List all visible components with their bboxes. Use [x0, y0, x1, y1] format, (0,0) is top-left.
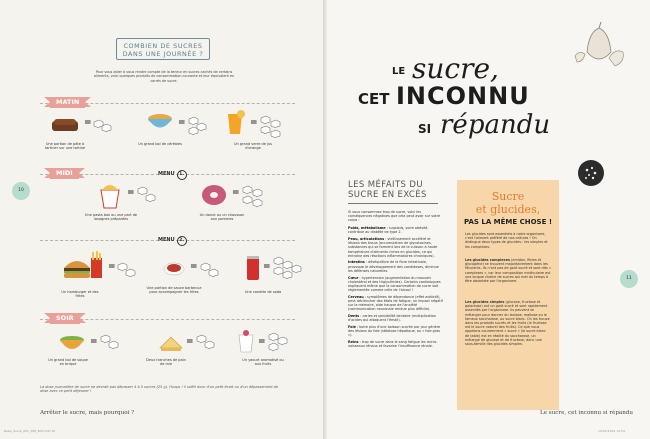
sugar-cube-icon: [108, 340, 119, 349]
headline-si: SI: [418, 122, 432, 136]
sugar-cube-icon: [252, 188, 263, 197]
section-ribbon-midi: MIDI: [50, 168, 79, 179]
effect-item: Cœur : hypertension (augmentation du mauvais cholestérol et des triglycérides). Certains cardiologues expliquent même que la consommation de sucre soit réglementée comme celle de l'alcool !: [348, 275, 441, 293]
sidebar-paragraph: Les glucides sont essentiels à notre organisme, c'est l'aliment préféré de nos cellules ! On distingue deux types de glucides : les simples et les complexes.: [465, 232, 548, 249]
headline-le: LE: [392, 66, 406, 77]
menu-1-label: MENU 1.: [158, 170, 187, 180]
page-number: 11: [620, 270, 638, 288]
equals-sign: =: [108, 262, 116, 272]
pasta-box-icon: [96, 180, 124, 210]
food-caption: Une pasta box ou une part de lasagnes préparées: [84, 213, 138, 222]
equals-sign: =: [186, 337, 194, 347]
title-line-1: COMBIEN DE SUCRES: [123, 42, 203, 50]
sidebar-title-3: PAS LA MÊME CHOSE !: [463, 218, 553, 226]
donut-icon: [200, 183, 228, 207]
effect-item: Poids, métabolisme : surpoids, voire obésité, contribue au diabète de type 2.: [348, 226, 429, 235]
sugar-cube-icon: [145, 193, 156, 202]
food-caption: Une canette de soda: [244, 290, 282, 294]
food-caption: Un grand bol de céréales: [138, 142, 182, 146]
running-header: Bebe_Sucre_001_188_BAT.indd 10: [4, 429, 56, 433]
food-caption: Un grand bol de soupe en brique: [48, 358, 88, 367]
sidebar-title-1: Sucre: [491, 190, 525, 203]
equals-sign: =: [250, 118, 258, 128]
page-footer: Le sucre, cet inconnu si répandu: [540, 410, 634, 416]
headline-sucre: sucre,: [412, 52, 499, 85]
equals-sign: =: [90, 337, 98, 347]
effects-list: [348, 226, 443, 349]
page-number: 10: [12, 182, 30, 200]
page-title-box: [116, 38, 210, 60]
cereal-bowl-icon: [146, 110, 174, 134]
sugar-cube-icon: [268, 342, 279, 351]
bread-slices-icon: [158, 334, 184, 354]
running-date: 10/01/2019 14:54: [598, 429, 625, 433]
equals-sign: =: [84, 118, 92, 128]
column-title: LES MÉFAITS DU SUCRE EN EXCÈS: [348, 180, 427, 200]
soda-can-icon: [246, 254, 260, 282]
effect-item: Reins : trop de sucre dans le sang fatigue les micro-vaisseaux rénaux et favorise l'insuffisance rénale.: [348, 340, 438, 349]
food-caption: Une portion de pâte à tartiner sur une tartine: [44, 142, 86, 151]
section-ribbon-soir: SOIR: [50, 313, 80, 324]
food-caption: Un yaourt aromatisé ou aux fruits: [242, 358, 284, 367]
hamburger-fries-icon: [62, 250, 106, 284]
title-line-2: DANS UNE JOURNÉE ?: [122, 50, 204, 58]
intro-text: Pour vous aider à vous rendre compte de la teneur en sucres cachés de certains aliments, voici quelques produits de consommation courante et leur équivalent en carrés de sucre.: [93, 70, 235, 83]
sidebar-paragraph: Les glucides complexes (amidon, fibres et glycogène) se trouvent majoritairement dans les féculents. Ils n'ont pas de goût sucré et sont dits « complexes », car leur composition moléculaire est une longue chaîne de sucres qui met du temps à être absorbée par l'organisme.: [465, 258, 551, 284]
section-ribbon-matin: MATIN: [50, 97, 85, 108]
spices-badge-icon: [578, 160, 604, 186]
sugar-cube-icon: [208, 268, 219, 277]
equals-sign: =: [127, 188, 135, 198]
sidebar-title-2: et glucides,: [475, 203, 541, 216]
equals-sign: =: [258, 337, 266, 347]
garlic-illustration: [569, 22, 629, 72]
equals-sign: =: [232, 188, 240, 198]
page-footer: Arrêter le sucre, mais pourquoi ?: [40, 410, 135, 416]
soup-bowl-icon: [58, 334, 86, 354]
bbq-sauce-icon: [162, 260, 186, 278]
effect-item: Cerveau : symptômes de dépendance (effet addictif), peut déclencher des états de fatigue, un impact négatif sur la mémoire, aide hausse de l'anxiété (communication neuronale rendue plus difficile).: [348, 294, 443, 312]
equals-sign: =: [178, 118, 186, 128]
sugar-cube-icon: [125, 268, 136, 277]
effect-item: Foie : boire plus d'une boisson sucrée par jour génère des lésions du foie (stéatose hépatique, ou « foie gras »).: [348, 325, 441, 338]
sugar-cube-icon: [204, 340, 215, 349]
food-caption: Un donut ou un chausson aux pommes: [199, 213, 245, 222]
sugar-cube-icon: [188, 126, 199, 135]
spices-icon: [578, 160, 604, 186]
food-caption: Une portion de sauce barbecue pour accompagner les frites: [146, 286, 202, 295]
menu-2-label: MENU 2.: [158, 236, 187, 246]
equals-sign: =: [190, 262, 198, 272]
column-intro: Si vous consommez trop de sucre, voici les conséquences négatives que cela peut avoir sur votre corps :: [348, 210, 441, 223]
food-caption: Deux tranches de pain de mie: [146, 358, 186, 367]
effect-item: Intestins : déséquilibre de la flore intestinale, provoque le développement des candidoses, diminue les défenses naturelles.: [348, 260, 439, 273]
sidebar-paragraph: Les glucides simples (glucose, fructose et galactose) ont un goût sucré et sont rapidement assimilés par l'organisme. Ils peuvent se mélanger pour donner du lactose, maltose ou le fameux saccharose, ou sucre blanc. On les trouve dans les produits sucrés et les fruits (le fructose est le sucre naturel des fruits). Ce que nous appelons couramment « sucre » (le sucre blanc de table) est en réalité du saccharose, un mélange de glucose et de fructose, donc une sous-famille des glucides simples.: [465, 300, 550, 347]
headline-repandu: répandu: [440, 110, 551, 140]
sidebar-box: [457, 180, 559, 410]
spread-toast-icon: [50, 116, 80, 134]
daily-dose-note: La dose journalière de sucre ne devrait pas dépasser 4 à 5 sucres (25 g). Hoops ! il suffit donc d'un petit écart ou d'un dépassement de dose avec ce petit déjeuner !: [40, 385, 279, 394]
effect-item: Dents : caries et sensibilité dentaire (multiplication d'acides qui attaquent l'émail).: [348, 314, 437, 323]
column-title-rule: [348, 203, 438, 204]
headline-cet: CET: [358, 90, 390, 108]
sugar-cube-icon: [101, 123, 112, 132]
food-caption: Un grand verre de jus d'orange: [234, 142, 272, 151]
sugar-cube-icon: [252, 198, 263, 207]
food-caption: Un hamburger et des frites: [61, 290, 99, 299]
yogurt-icon: [236, 330, 256, 354]
sugar-cube-icon: [270, 129, 281, 138]
sugar-cube-icon: [270, 119, 281, 128]
headline-inconnu: INCONNU: [396, 82, 530, 110]
effect-item: Peau, articulations : vieillissement accéléré et lésions des tissus (accumulation de glycotoxines, substances qui se forment lors de la cuisson à haute température d'aliments riches en glucides, ce qui entraîne des réactions inflammatoires chroniques).: [348, 236, 438, 258]
left-page: [0, 0, 323, 439]
orange-juice-icon: [224, 108, 246, 136]
sugar-cube-icon: [291, 264, 302, 273]
equals-sign: =: [263, 262, 271, 272]
